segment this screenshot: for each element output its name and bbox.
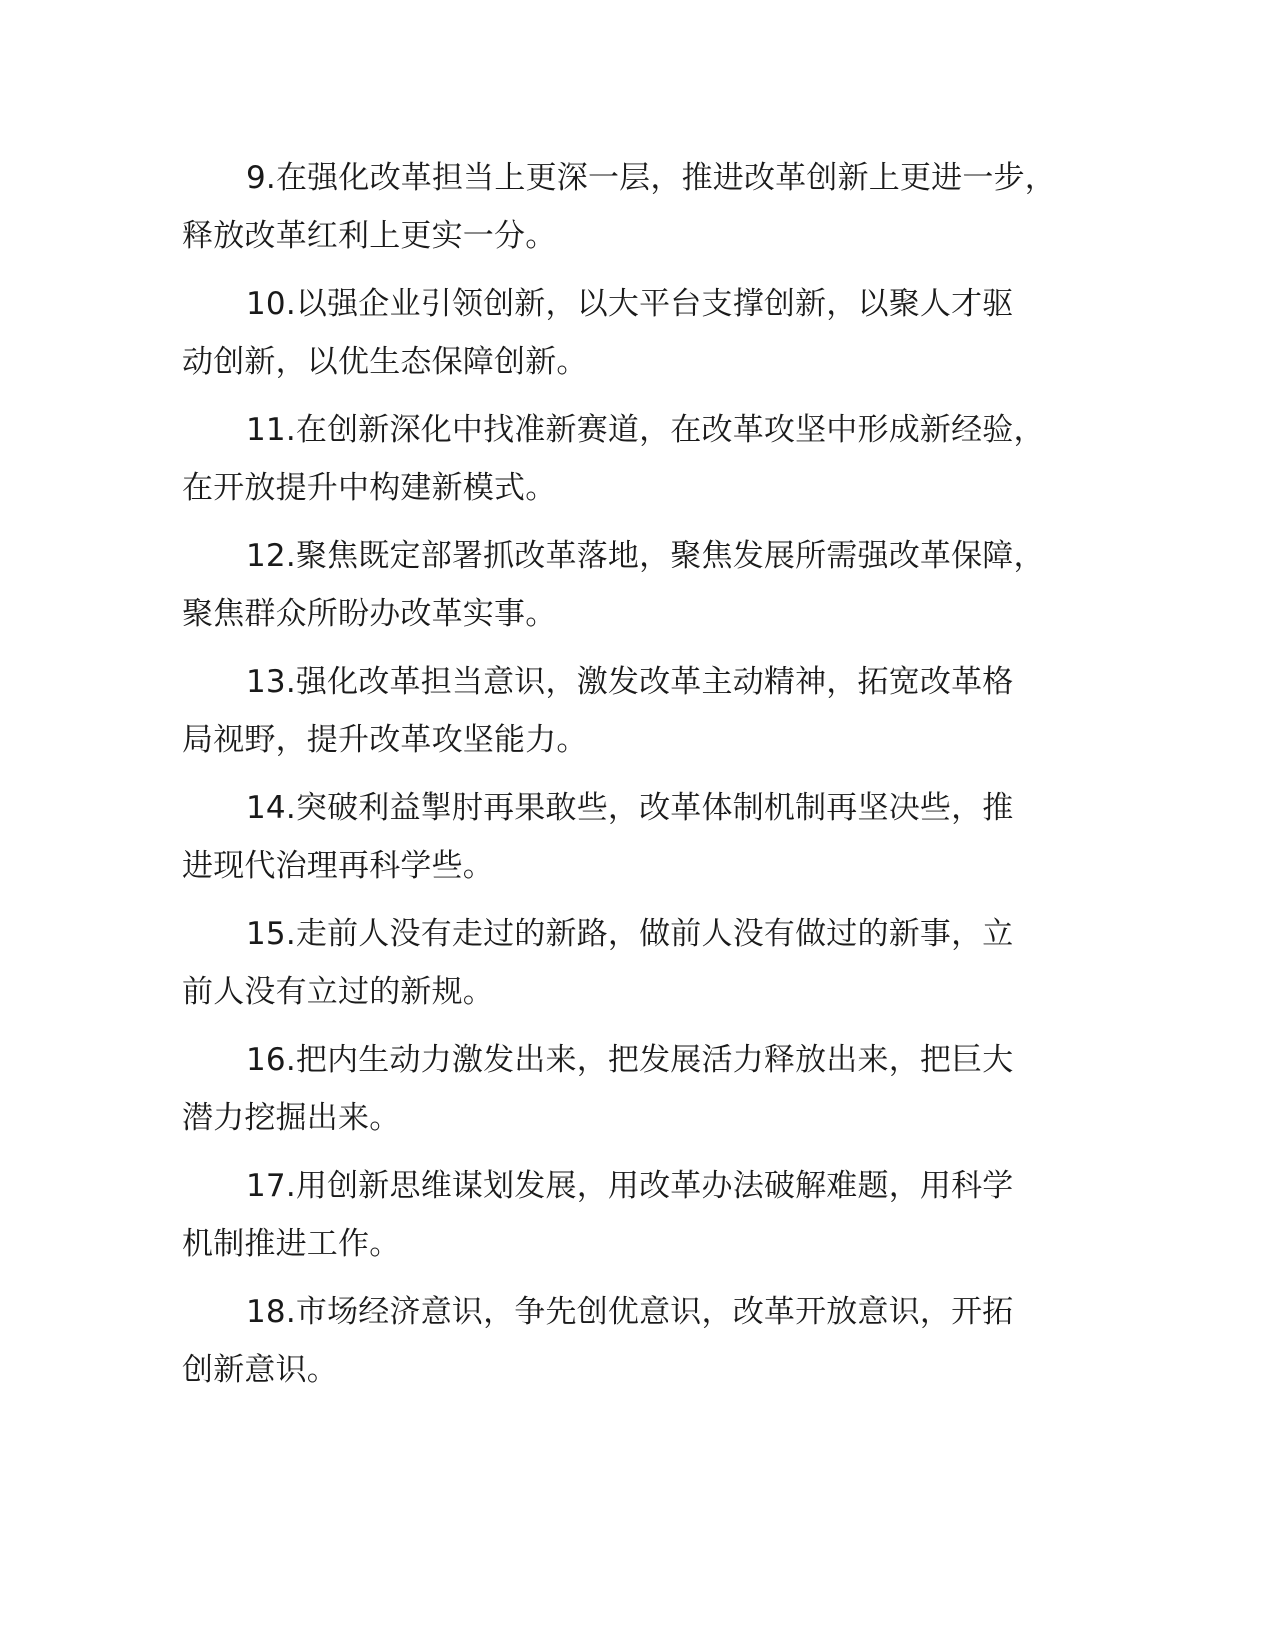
- paragraph-line: 15.走前人没有走过的新路，做前人没有做过的新事，立: [246, 916, 1014, 952]
- paragraph-line: 进现代治理再科学些。: [182, 848, 494, 884]
- list-item: [182, 528, 1087, 654]
- paragraph-line: 14.突破利益掣肘再果敢些，改革体制机制再坚决些，推: [246, 790, 1014, 826]
- paragraph-line: 动创新，以优生态保障创新。: [182, 344, 588, 380]
- paragraph-line: 18.市场经济意识，争先创优意识，改革开放意识，开拓: [246, 1294, 1014, 1330]
- list-item: [182, 150, 1087, 276]
- paragraph-line: 16.把内生动力激发出来，把发展活力释放出来，把巨大: [246, 1042, 1014, 1078]
- paragraph-line: 12.聚焦既定部署抓改革落地，聚焦发展所需强改革保障，: [246, 538, 1045, 574]
- paragraph-line: 10.以强企业引领创新，以大平台支撑创新，以聚人才驱: [246, 286, 1014, 322]
- paragraph-line: 机制推进工作。: [182, 1226, 401, 1262]
- list-item: [182, 402, 1087, 528]
- paragraph-line: 9.在强化改革担当上更深一层，推进改革创新上更进一步，: [246, 160, 1056, 196]
- paragraph-line: 13.强化改革担当意识，激发改革主动精神，拓宽改革格: [246, 664, 1014, 700]
- list-item: [182, 780, 1087, 906]
- list-item: [182, 1032, 1087, 1158]
- paragraph-line: 聚焦群众所盼办改革实事。: [182, 596, 557, 632]
- paragraph-line: 局视野，提升改革攻坚能力。: [182, 722, 588, 758]
- paragraph-line: 17.用创新思维谋划发展，用改革办法破解难题，用科学: [246, 1168, 1014, 1204]
- list-item: [182, 1158, 1087, 1284]
- list-item: [182, 1284, 1087, 1410]
- paragraph-line: 创新意识。: [182, 1352, 338, 1388]
- paragraph-line: 释放改革红利上更实一分。: [182, 218, 557, 254]
- paragraph-line: 11.在创新深化中找准新赛道，在改革攻坚中形成新经验，: [246, 412, 1045, 448]
- paragraph-line: 潜力挖掘出来。: [182, 1100, 401, 1136]
- paragraph-line: 在开放提升中构建新模式。: [182, 470, 557, 506]
- paragraph-line: 前人没有立过的新规。: [182, 974, 494, 1010]
- document-body: [182, 150, 1087, 1410]
- list-item: [182, 276, 1087, 402]
- list-item: [182, 654, 1087, 780]
- list-item: [182, 906, 1087, 1032]
